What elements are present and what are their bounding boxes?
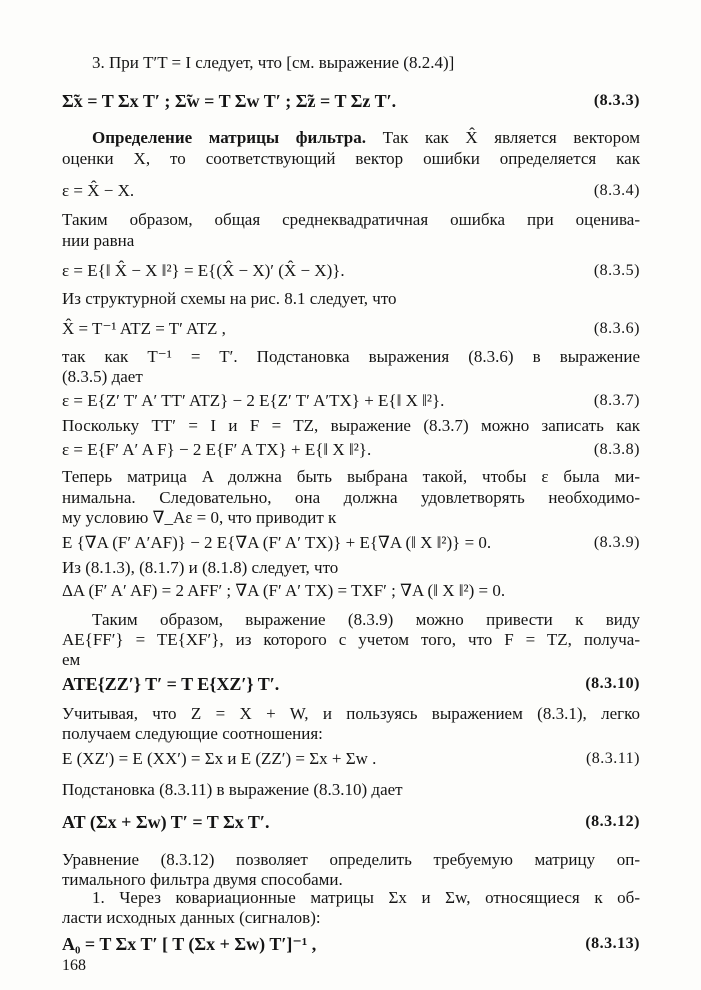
text-line: [92, 128, 640, 148]
equation-formula: ATE{ZZ′} T′ = T E{XZ′} T′.: [62, 674, 280, 694]
paragraph-heading: Определение матрицы фильтра.: [92, 128, 366, 147]
text-line: тимального фильтра двумя способами.: [62, 870, 343, 889]
text-line: AE{FF′} = TE{XF′}, из которого с учетом того, что F = TZ, получа-: [62, 630, 640, 649]
equation-formula: ε = E{‖ X̂ − X ‖²} = E{(X̂ − X)′ (X̂ − X)}.: [62, 261, 345, 280]
page-number: 168: [62, 957, 86, 974]
equation-8-3-10: [62, 673, 640, 695]
text-line: Из (8.1.3), (8.1.7) и (8.1.8) следует, что: [62, 558, 339, 577]
text-line: Таким образом, общая среднеквадратичная ошибка при оценива-: [62, 210, 640, 229]
equation-8-3-8: [62, 439, 640, 461]
equation-number: (8.3.9): [593, 534, 640, 551]
text-line: му условию ∇_Aε = 0, что приводит к: [62, 508, 337, 527]
text-line: 3. При T′T = I следует, что [см. выражение (8.2.4)]: [92, 53, 455, 72]
heading-continuation: Так как X̂ является вектором: [365, 128, 640, 147]
text-line: Из структурной схемы на рис. 8.1 следует, что: [62, 289, 397, 308]
text-line: (8.3.5) дает: [62, 367, 143, 386]
equation-8-3-5: [62, 260, 640, 282]
equation-8-3-4: [62, 180, 640, 202]
text-line: нимальна. Следовательно, она должна удовлетворять необходимо-: [62, 488, 640, 507]
equation-number: (8.3.10): [585, 675, 640, 692]
equation-number: (8.3.3): [593, 92, 640, 109]
text-line: ем: [62, 650, 81, 669]
equation-8-3-9: [62, 532, 640, 554]
equation-number: (8.3.4): [593, 182, 640, 199]
text-line: нии равна: [62, 231, 135, 250]
equation-8-3-7: [62, 390, 640, 412]
equation-formula: ε = E{F′ A′ A F} − 2 E{F′ A TX} + E{‖ X ‖²}.: [62, 440, 372, 459]
equation-formula: A₀ = T Σx T′ [ T (Σx + Σw) T′]⁻¹ ,: [62, 934, 317, 954]
equation-formula: ε = X̂ − X.: [62, 181, 135, 200]
equation-formula: E {∇A (F′ A′AF)} − 2 E{∇A (F′ A′ TX)} + E{∇A (‖ X ‖²)} = 0.: [62, 533, 492, 552]
equation-number: (8.3.13): [585, 935, 640, 952]
equation-number: (8.3.11): [585, 750, 640, 767]
equation-formula: Σ̃x = T Σx T′ ; Σ̃w = T Σw T′ ; Σ̃z = T Σz T′.: [62, 91, 397, 111]
equation-gradients: [62, 580, 640, 602]
equation-8-3-6: [62, 318, 640, 340]
equation-formula: ΔA (F′ A′ AF) = 2 AFF′ ; ∇A (F′ A′ TX) = TXF′ ; ∇A (‖ X ‖²) = 0.: [62, 581, 506, 600]
equation-number: (8.3.5): [593, 262, 640, 279]
text-line: 1. Через ковариационные матрицы Σx и Σw, относящиеся к об-: [92, 888, 640, 907]
equation-number: (8.3.6): [593, 320, 640, 337]
equation-8-3-12: [62, 811, 640, 833]
equation-number: (8.3.7): [593, 392, 640, 409]
text-line: так как T⁻¹ = T′. Подстановка выражения (8.3.6) в выражение: [62, 347, 640, 366]
equation-8-3-11: [62, 748, 640, 770]
equation-number: (8.3.8): [593, 441, 640, 458]
text-line: Подстановка (8.3.11) в выражение (8.3.10) дает: [62, 780, 403, 799]
equation-8-3-13: [62, 933, 640, 955]
text-line: Теперь матрица A должна быть выбрана такой, чтобы ε была ми-: [62, 467, 640, 486]
equation-8-3-3: [62, 90, 640, 112]
equation-formula: ε = E{Z′ T′ A′ TT′ ATZ} − 2 E{Z′ T′ A′TX} + E{‖ X ‖²}.: [62, 391, 445, 410]
equation-formula: AT (Σx + Σw) T′ = T Σx T′.: [62, 812, 270, 832]
text-line: Уравнение (8.3.12) позволяет определить требуемую матрицу оп-: [62, 850, 640, 869]
equation-formula: E (XZ′) = E (XX′) = Σx и E (ZZ′) = Σx + Σw .: [62, 749, 377, 768]
equation-number: (8.3.12): [585, 813, 640, 830]
equation-formula: X̂ = T⁻¹ ATZ = T′ ATZ ,: [62, 319, 226, 338]
text-line: ласти исходных данных (сигналов):: [62, 908, 321, 927]
text-line: Поскольку TT′ = I и F = TZ, выражение (8.3.7) можно записать как: [62, 416, 640, 435]
text-line: получаем следующие соотношения:: [62, 724, 323, 743]
text-line: Учитывая, что Z = X + W, и пользуясь выражением (8.3.1), легко: [62, 704, 640, 723]
text-line: оценки X, то соответствующий вектор ошибки определяется как: [62, 149, 640, 168]
text-line: Таким образом, выражение (8.3.9) можно привести к виду: [92, 610, 640, 629]
